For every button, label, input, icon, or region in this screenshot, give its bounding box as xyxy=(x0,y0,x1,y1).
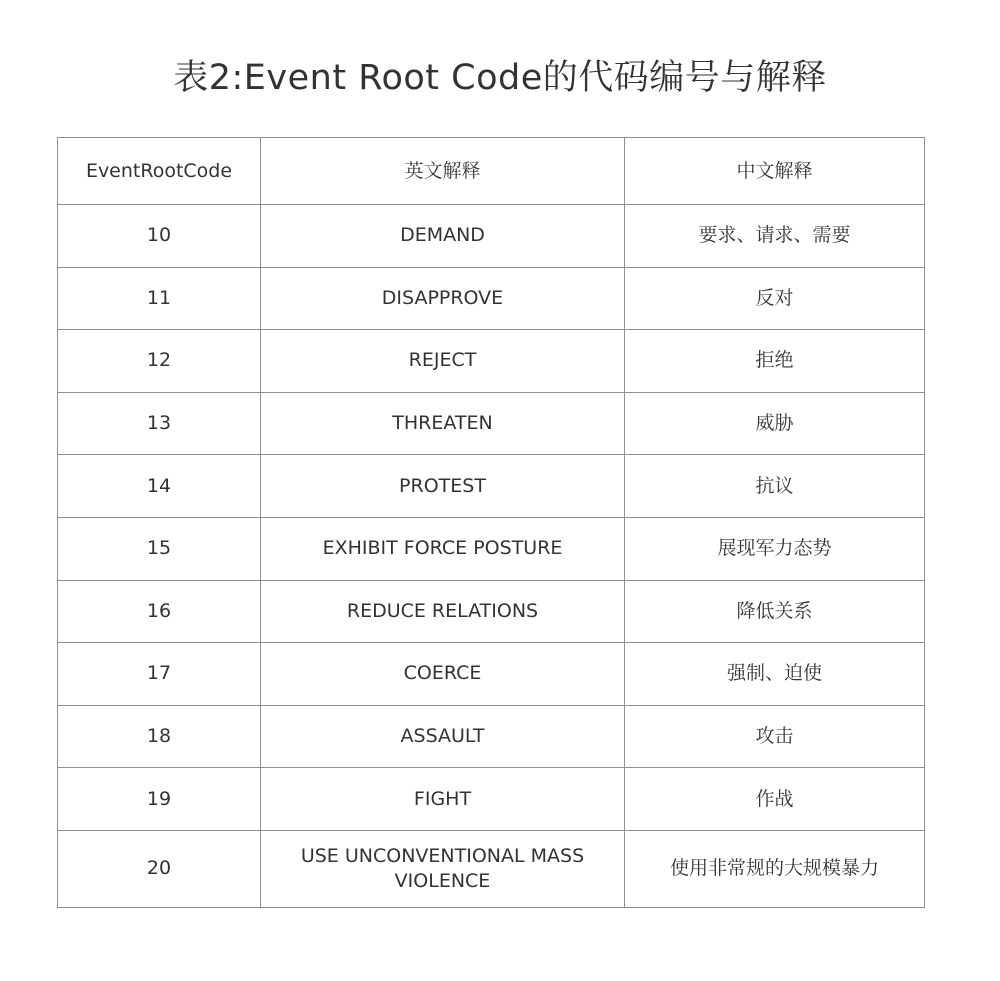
table-header-row xyxy=(58,138,925,205)
table-row xyxy=(58,392,925,455)
event-root-code-table xyxy=(57,137,925,908)
cell-chinese: 展现军力态势 xyxy=(625,517,925,580)
cell-code: 11 xyxy=(58,267,261,330)
table-row xyxy=(58,580,925,643)
column-header-chinese: 中文解释 xyxy=(625,138,925,205)
cell-chinese: 攻击 xyxy=(625,705,925,768)
cell-code: 15 xyxy=(58,517,261,580)
cell-chinese: 强制、迫使 xyxy=(625,643,925,706)
table-row xyxy=(58,830,925,907)
column-header-code: EventRootCode xyxy=(58,138,261,205)
cell-code: 10 xyxy=(58,205,261,268)
cell-english: DISAPPROVE xyxy=(261,267,625,330)
cell-chinese: 降低关系 xyxy=(625,580,925,643)
cell-code: 18 xyxy=(58,705,261,768)
table-row xyxy=(58,768,925,831)
cell-english: USE UNCONVENTIONAL MASS VIOLENCE xyxy=(261,830,625,907)
cell-chinese: 反对 xyxy=(625,267,925,330)
cell-english: REDUCE RELATIONS xyxy=(261,580,625,643)
table-row xyxy=(58,643,925,706)
table-row xyxy=(58,705,925,768)
table-row xyxy=(58,455,925,518)
cell-code: 20 xyxy=(58,830,261,907)
cell-code: 19 xyxy=(58,768,261,831)
cell-english: DEMAND xyxy=(261,205,625,268)
cell-code: 12 xyxy=(58,330,261,393)
cell-chinese: 要求、请求、需要 xyxy=(625,205,925,268)
cell-english: THREATEN xyxy=(261,392,625,455)
cell-code: 14 xyxy=(58,455,261,518)
cell-code: 17 xyxy=(58,643,261,706)
cell-chinese: 使用非常规的大规模暴力 xyxy=(625,830,925,907)
cell-chinese: 抗议 xyxy=(625,455,925,518)
cell-code: 16 xyxy=(58,580,261,643)
cell-english: PROTEST xyxy=(261,455,625,518)
table-row xyxy=(58,267,925,330)
table-row xyxy=(58,330,925,393)
cell-english: COERCE xyxy=(261,643,625,706)
cell-english: EXHIBIT FORCE POSTURE xyxy=(261,517,625,580)
cell-english: FIGHT xyxy=(261,768,625,831)
cell-english: REJECT xyxy=(261,330,625,393)
cell-chinese: 威胁 xyxy=(625,392,925,455)
table-row xyxy=(58,517,925,580)
cell-english: ASSAULT xyxy=(261,705,625,768)
page-title: 表2:Event Root Code的代码编号与解释 xyxy=(173,58,827,98)
cell-code: 13 xyxy=(58,392,261,455)
column-header-english: 英文解释 xyxy=(261,138,625,205)
cell-chinese: 拒绝 xyxy=(625,330,925,393)
cell-chinese: 作战 xyxy=(625,768,925,831)
table-row xyxy=(58,205,925,268)
